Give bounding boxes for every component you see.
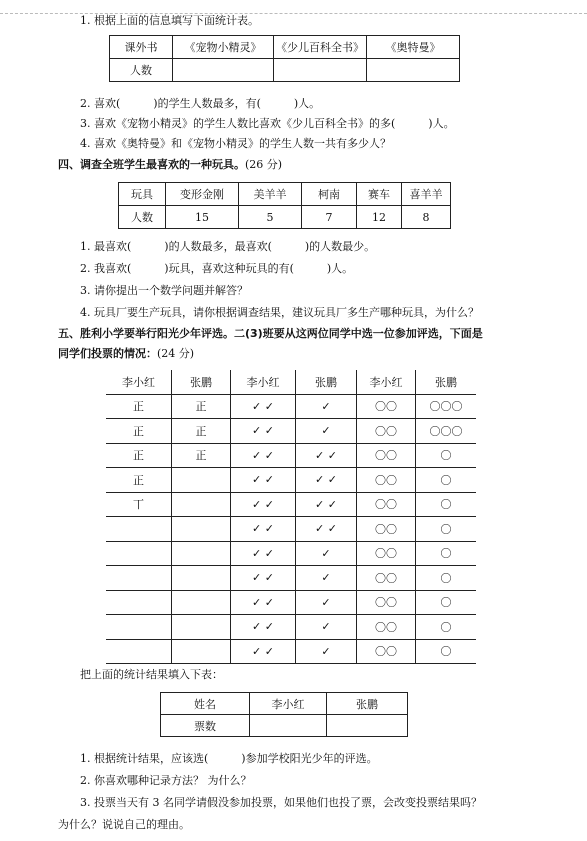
section-4-heading [58,158,282,172]
tally-cell [172,492,231,517]
header-cell: 《宠物小精灵》 [173,36,274,59]
tally-cell: 〇〇 [357,468,416,493]
vote-result-table [160,692,408,737]
tally-cell: 〇〇〇 [416,394,477,419]
section-5-title-line-1: 五、胜利小学要举行阳光少年评选。二(3)班要从这两位同学中选一位参加评选，下面是 [58,327,483,340]
table-row [106,419,476,444]
tally-cell: 〇〇 [357,517,416,542]
tally-cell: 〇 [416,639,477,664]
tally-cell: ✓ [296,615,357,640]
header-cell: 玩具 [119,183,166,206]
vote-tally-table [106,370,476,664]
section-5-score: (24 分) [157,347,195,360]
section-4-question-3: 3. 请你提出一个数学问题并解答？ [80,284,248,297]
table-row [106,541,476,566]
tally-cell: ✓ ✓ [231,517,296,542]
header-cell: 李小红 [357,370,416,394]
tally-cell: 〇 [416,566,477,591]
row-label: 票数 [161,715,250,737]
tally-cell: 正 [106,419,172,444]
table-row [106,443,476,468]
table-row [106,590,476,615]
tally-cell: 正 [106,468,172,493]
book-stat-table [109,35,460,82]
blank-cell[interactable] [367,59,460,82]
section-4-score: (26 分) [245,158,283,171]
tally-cell: ✓ ✓ [296,492,357,517]
header-cell: 《少儿百科全书》 [274,36,367,59]
header-cell: 张鹏 [172,370,231,394]
header-cell: 《奥特曼》 [367,36,460,59]
tally-cell [172,615,231,640]
tally-cell: ✓ [296,394,357,419]
blank-cell[interactable] [173,59,274,82]
header-cell: 李小红 [231,370,296,394]
tally-cell: 〇〇〇 [416,419,477,444]
tally-cell: ✓ [296,639,357,664]
tally-cell: 〇 [416,517,477,542]
tally-cell [106,541,172,566]
table-row [106,468,476,493]
tally-cell: 〇〇 [357,566,416,591]
section-4-question-1: 1. 最喜欢( )的人数最多，最喜欢( )的人数最少。 [80,240,376,253]
header-cell: 课外书 [110,36,173,59]
header-cell: 变形金刚 [166,183,239,206]
table-row [106,639,476,664]
section-4-question-2: 2. 我喜欢( )玩具，喜欢这种玩具的有( )人。 [80,262,354,275]
tally-cell [172,639,231,664]
tally-cell: ✓ ✓ [231,541,296,566]
header-cell: 张鹏 [416,370,477,394]
tally-cell: 〇 [416,615,477,640]
tally-cell [106,639,172,664]
question-3-text: 3. 喜欢《宠物小精灵》的学生人数比喜欢《少儿百科全书》的多( )人。 [80,117,455,130]
blank-cell[interactable] [250,715,327,737]
section-5-question-3-line-2: 为什么？说说自己的理由。 [58,818,190,831]
value-cell: 15 [166,206,239,229]
tally-cell: 〇〇 [357,541,416,566]
header-cell: 美羊羊 [239,183,302,206]
value-cell: 5 [239,206,302,229]
tally-cell: 〇〇 [357,394,416,419]
fill-instruction: 把上面的统计结果填入下表： [80,668,223,681]
tally-cell: 〇 [416,443,477,468]
tally-cell [172,541,231,566]
section-5-title-line-2: 同学们投票的情况： [58,347,157,360]
tally-cell [106,590,172,615]
blank-cell[interactable] [327,715,408,737]
tally-cell: ✓ ✓ [231,443,296,468]
header-cell: 柯南 [302,183,357,206]
tally-cell: ✓ ✓ [296,443,357,468]
tally-cell: 〇〇 [357,443,416,468]
tally-cell [106,566,172,591]
section-5-question-2: 2. 你喜欢哪种记录方法？ 为什么？ [80,774,252,787]
header-cell: 赛车 [357,183,402,206]
table-row [106,566,476,591]
tally-cell: ✓ ✓ [231,566,296,591]
tally-cell: 〇〇 [357,419,416,444]
value-cell: 7 [302,206,357,229]
section-5-heading-line-2 [58,347,194,361]
tally-cell: 〇 [416,590,477,615]
header-cell: 李小红 [106,370,172,394]
tally-cell: ✓ [296,541,357,566]
tally-cell: 正 [106,394,172,419]
tally-cell: 正 [172,443,231,468]
tally-cell: 正 [172,419,231,444]
section-5-question-1: 1. 根据统计结果，应该选( )参加学校阳光少年的评选。 [80,752,378,765]
tally-cell: ✓ ✓ [296,517,357,542]
tally-cell: 〇 [416,468,477,493]
tally-cell: ✓ [296,419,357,444]
tally-cell: ✓ ✓ [231,615,296,640]
tally-cell: 丅 [106,492,172,517]
blank-cell[interactable] [274,59,367,82]
tally-cell [172,468,231,493]
tally-cell: ✓ ✓ [231,419,296,444]
tally-cell: 〇〇 [357,639,416,664]
tally-cell: 正 [106,443,172,468]
tally-cell: ✓ [296,566,357,591]
tally-cell: ✓ ✓ [231,394,296,419]
tally-cell [172,566,231,591]
tally-cell: ✓ ✓ [231,492,296,517]
table-row [106,492,476,517]
tally-cell: ✓ ✓ [231,590,296,615]
table-row [106,615,476,640]
section-4-question-4: 4. 玩具厂要生产玩具，请你根据调查结果，建议玩具厂多生产哪种玩具，为什么？ [80,306,479,319]
tally-cell: 〇〇 [357,492,416,517]
table-row [106,517,476,542]
row-label: 人数 [110,59,173,82]
tally-cell [172,590,231,615]
tally-cell: ✓ ✓ [296,468,357,493]
tally-cell: 〇 [416,492,477,517]
section-5-question-3-line-1: 3. 投票当天有 3 名同学请假没参加投票，如果他们也投了票，会改变投票结果吗？ [80,796,482,809]
value-cell: 8 [402,206,451,229]
tally-cell: 正 [172,394,231,419]
tally-cell: 〇〇 [357,615,416,640]
tally-cell: 〇〇 [357,590,416,615]
tally-cell: ✓ [296,590,357,615]
toy-survey-table [118,182,451,229]
header-cell: 姓名 [161,693,250,715]
question-2-text: 2. 喜欢( )的学生人数最多，有( )人。 [80,97,321,110]
header-cell: 李小红 [250,693,327,715]
tally-cell [172,517,231,542]
tally-cell: ✓ ✓ [231,468,296,493]
table-row [106,394,476,419]
value-cell: 12 [357,206,402,229]
row-label: 人数 [119,206,166,229]
tally-cell: 〇 [416,541,477,566]
header-cell: 张鹏 [296,370,357,394]
section-4-title: 四、调查全班学生最喜欢的一种玩具。 [58,158,245,171]
header-cell: 喜羊羊 [402,183,451,206]
tally-cell [106,517,172,542]
question-1-text: 1. 根据上面的信息填写下面统计表。 [80,14,259,27]
tally-cell [106,615,172,640]
header-cell: 张鹏 [327,693,408,715]
question-4-text: 4. 喜欢《奥特曼》和《宠物小精灵》的学生人数一共有多少人？ [80,137,391,150]
tally-cell: ✓ ✓ [231,639,296,664]
